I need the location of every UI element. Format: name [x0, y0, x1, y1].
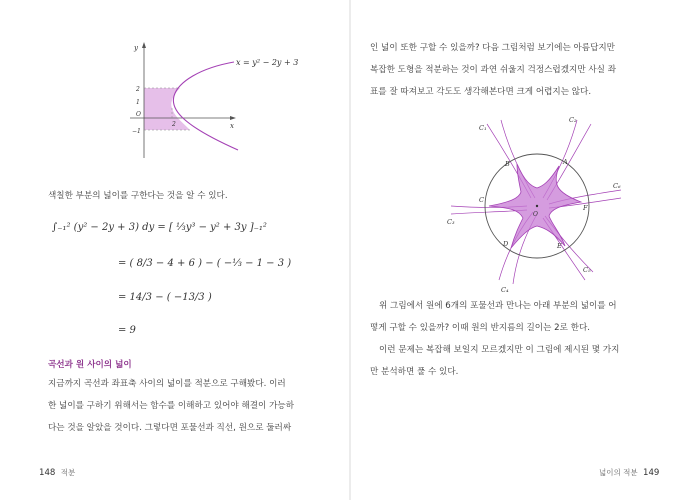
paragraph-line-2: 한 넓이를 구하기 위해서는 함수를 이해하고 있어야 해결이 가능하	[48, 401, 294, 411]
right-page	[351, 0, 700, 500]
point-label-c: C	[479, 196, 484, 204]
point-label-a: A	[563, 158, 568, 166]
y-axis-arrow	[142, 42, 146, 48]
center-dot	[536, 205, 538, 207]
paragraph-line-3: 표를 잘 따져보고 각도도 생각해본다면 크게 어렵지는 않다.	[370, 87, 592, 97]
curve-label-c6: C₆	[613, 182, 621, 190]
curve-label-c2: C₂	[569, 116, 577, 124]
point-label-b: B	[505, 160, 510, 168]
shaded-region	[144, 88, 190, 130]
axis-label-y: y	[134, 44, 138, 52]
paragraph-line-5: 떻게 구할 수 있을까? 이때 원의 반지름의 길이는 2로 한다.	[370, 323, 590, 333]
paragraph-line-1: 지금까지 곡선과 좌표축 사이의 넓이를 적분으로 구해봤다. 이러	[48, 379, 286, 389]
intro-text: 색칠한 부분의 넓이를 구한다는 것을 알 수 있다.	[48, 191, 228, 201]
circle-parabola-figure	[445, 112, 635, 292]
paragraph-line-3: 다는 것을 알았을 것이다. 그렇다면 포물선과 직선, 원으로 둘러싸	[48, 423, 292, 433]
page-number: 148	[39, 468, 56, 478]
paragraph-line-1: 인 넓이 또한 구할 수 있을까? 다음 그림처럼 보기에는 아름답지만	[370, 43, 615, 53]
paragraph-line-7: 만 분석하면 풀 수 있다.	[370, 367, 459, 377]
point-label-e: E	[557, 242, 562, 250]
equation-step-2: = ( 8/3 − 4 + 6 ) − ( −⅓ − 1 − 3 )	[118, 258, 292, 269]
paragraph-line-6: 이런 문제는 복잡해 보일지 모르겠지만 이 그림에 제시된 몇 가지	[379, 345, 620, 355]
tick-label-x-2: 2	[172, 121, 176, 128]
tick-label-y-neg1: −1	[132, 128, 141, 135]
section-heading: 곡선과 원 사이의 넓이	[48, 360, 132, 370]
curve-label-c1: C₁	[479, 124, 487, 132]
left-page	[0, 0, 349, 500]
tick-label-y-1: 1	[136, 99, 140, 106]
page-number: 149	[643, 468, 660, 478]
parabola-curve	[173, 62, 238, 150]
running-title: 적분	[60, 468, 76, 477]
paragraph-line-4: 위 그림에서 원에 6개의 포물선과 만나는 아래 부분의 넓이를 어	[379, 301, 617, 311]
origin-label: O	[136, 111, 141, 118]
curve-label-c4: C₄	[501, 286, 509, 292]
point-label-o: O	[533, 211, 538, 218]
left-folio	[36, 467, 75, 478]
point-label-f: F	[583, 204, 588, 212]
equation-result: = 9	[118, 325, 136, 336]
curve-label-c3: C₃	[447, 218, 455, 226]
axis-label-x: x	[230, 122, 234, 130]
paragraph-line-2: 복잡한 도형을 적분하는 것이 과연 쉬울지 걱정스럽겠지만 사실 좌	[370, 65, 616, 75]
equation-integral: ∫₋₁² (y² − 2y + 3) dy = [ ⅓y³ − y² + 3y ]₋₁²	[52, 222, 267, 233]
parabola-graph	[120, 38, 320, 158]
curve-label-c5: C₅	[583, 266, 591, 274]
running-title: 넓이의 적분	[599, 468, 638, 477]
tick-label-y-2: 2	[136, 86, 140, 93]
x-axis-arrow	[230, 116, 236, 120]
point-label-d: D	[503, 240, 509, 248]
curve-label: x = y² − 2y + 3	[236, 58, 299, 67]
equation-step-3: = 14/3 − ( −13/3 )	[118, 292, 212, 303]
right-folio	[599, 467, 662, 478]
